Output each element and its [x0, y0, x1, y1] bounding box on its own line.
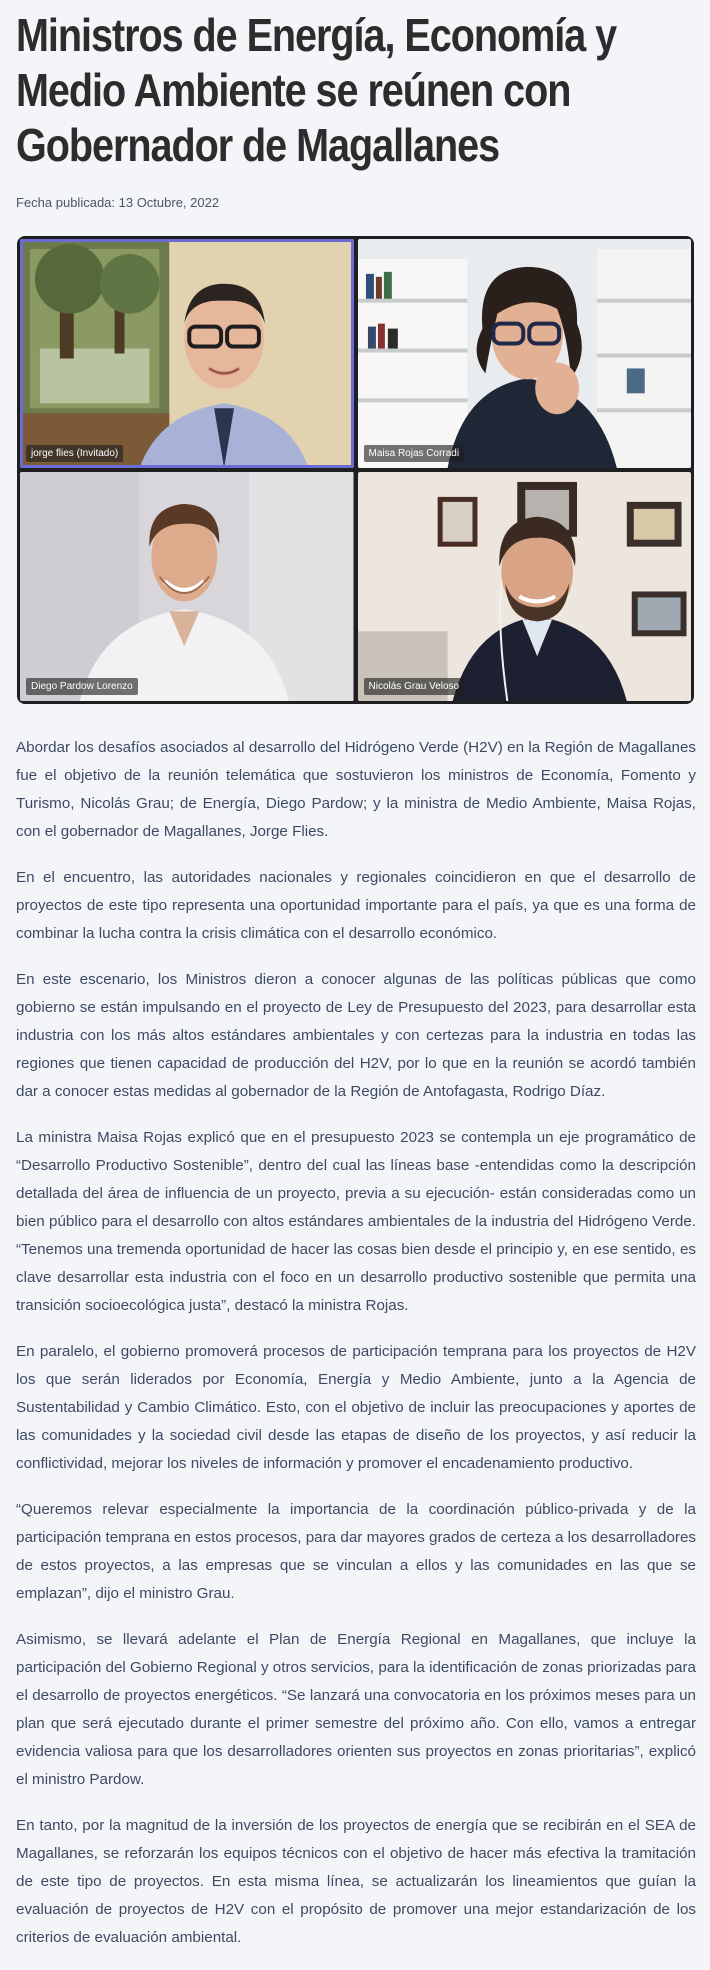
publish-date: Fecha publicada: 13 Octubre, 2022 — [16, 195, 220, 210]
participant-3-image — [20, 472, 354, 701]
paragraph-4: La ministra Maisa Rojas explicó que en el presupuesto 2023 se contempla un eje programático de “Desarrollo Productivo Sostenible”, dentro del cual las líneas base -entendidas como la descripción detallada del área de influencia de un proyecto, previa a su ejecución- están consideradas como un bien público para el desarrollo con altos estándares ambientales de la industria del Hidrógeno Verde. “Tenemos una tremenda oportunidad de hacer las cosas bien desde el principio y, en ese sentido, es clave desarrollar esta industria con el foco en un desarrollo productivo sostenible que permita una transición socioecológica justa”, destacó la ministra Rojas. — [16, 1129, 696, 1314]
paragraph-8: En tanto, por la magnitud de la inversión de los proyectos de energía que se recibirán en el SEA de Magallanes, se reforzarán los equipos técnicos con el objetivo de hacer más efectiva la tramitación de este tipo de proyectos. En esta misma línea, se actualizarán los lineamientos que guían la evaluación de proyectos de H2V con el propósito de promover una mejor estandarización de los criterios de evaluación ambiental. — [16, 1817, 696, 1946]
article-title: Ministros de Energía, Economía y Medio Ambiente se reúnen con Gobernador de Magallanes — [16, 9, 617, 171]
participant-2-label: Maisa Rojas Corradi — [364, 445, 465, 462]
participant-4-image — [358, 472, 692, 701]
participant-1-image — [20, 239, 354, 468]
participant-4-label: Nicolás Grau Veloso — [364, 678, 465, 695]
paragraph-2: En el encuentro, las autoridades nacionales y regionales coincidieron en que el desarrollo de proyectos de este tipo representa una oportunidad importante para el país, ya que es una forma de combinar la lucha contra la crisis climática con el desarrollo económico. — [16, 869, 696, 942]
paragraph-6: “Queremos relevar especialmente la importancia de la coordinación público-privada y de la participación temprana en estos procesos, para dar mayores grados de certeza a los desarrolladores de estos proyectos, a las empresas que se vinculan a ellos y las comunidades en las que se emplazan”, dijo el ministro Grau. — [16, 1501, 696, 1602]
participant-1-label: jorge flies (Invitado) — [26, 445, 123, 462]
paragraph-1: Abordar los desafíos asociados al desarrollo del Hidrógeno Verde (H2V) en la Región de Magallanes fue el objetivo de la reunión telemática que sostuvieron los ministros de Economía, Fomento y Turismo, Nicolás Grau; de Energía, Diego Pardow; y la ministra de Medio Ambiente, Maisa Rojas, con el gobernador de Magallanes, Jorge Flies. — [16, 739, 696, 840]
participant-2-image — [358, 239, 692, 468]
participant-tile-1 — [20, 239, 354, 468]
participant-tile-4 — [358, 472, 692, 701]
participant-3-label: Diego Pardow Lorenzo — [26, 678, 138, 695]
article-body — [16, 734, 696, 1970]
video-call-photo — [17, 236, 694, 704]
paragraph-3: En este escenario, los Ministros dieron a conocer algunas de las políticas públicas que como gobierno se están impulsando en el proyecto de Ley de Presupuesto del 2023, para desarrollar esta industria con los más altos estándares ambientales y con certezas para la industria en todas las regiones que tienen capacidad de producción del H2V, por lo que en la reunión se acordó también dar a conocer estas medidas al gobernador de la Región de Antofagasta, Rodrigo Díaz. — [16, 971, 696, 1100]
paragraph-7: Asimismo, se llevará adelante el Plan de Energía Regional en Magallanes, que incluye la participación del Gobierno Regional y otros servicios, para la identificación de zonas priorizadas para el desarrollo de proyectos energéticos. “Se lanzará una convocatoria en los próximos meses para un plan que será ejecutado durante el primer semestre del próximo año. Con ello, vamos a entregar evidencia valiosa para que los desarrolladores orienten sus proyectos en zonas prioritarias”, explicó el ministro Pardow. — [16, 1631, 696, 1788]
participant-tile-2 — [358, 239, 692, 468]
participant-tile-3 — [20, 472, 354, 701]
paragraph-5: En paralelo, el gobierno promoverá procesos de participación temprana para los proyectos de H2V los que serán liderados por Economía, Energía y Medio Ambiente, junto a la Agencia de Sustentabilidad y Cambio Climático. Esto, con el objetivo de incluir las preocupaciones y aportes de las comunidades y la sociedad civil desde las etapas de diseño de los proyectos, y así reducir la conflictividad, mejorar los niveles de información y promover el encadenamiento productivo. — [16, 1343, 696, 1472]
